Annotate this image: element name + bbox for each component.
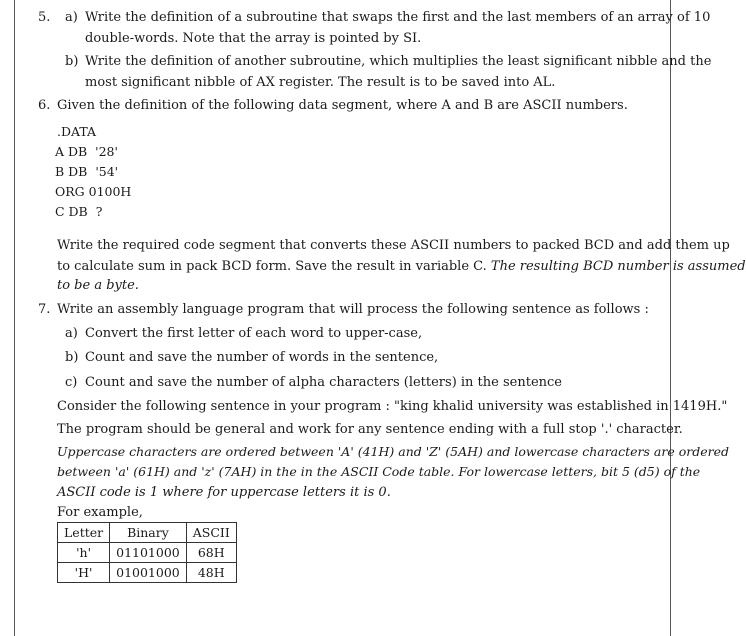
q7-example-label: For example, (57, 505, 143, 520)
q5b-line1: Write the definition of another subroutine, which multiplies the least significant nibble and the (85, 54, 712, 69)
table-row (58, 563, 237, 583)
q7-item-text: Count and save the number of alpha characters (letters) in the sentence (85, 375, 562, 390)
table-cell: 'h' (58, 543, 110, 563)
q6-para-line3: to be a byte. (57, 278, 139, 293)
table-header-row (58, 523, 237, 543)
q6-number: 6. (38, 98, 51, 113)
q6-para-line2 (57, 258, 746, 276)
q7-item-marker: a) (65, 326, 78, 341)
q6-para-line1: Write the required code segment that converts these ASCII numbers to packed BCD and add them up (57, 238, 730, 253)
table-header-cell: Binary (110, 523, 187, 543)
q7-consider: Consider the following sentence in your program : "king khalid university was established in 1419H." (57, 399, 728, 414)
q6-code-line: C DB ? (55, 204, 103, 219)
q6-para-line2-plain: to calculate sum in pack BCD form. Save the result in variable C. (57, 259, 491, 274)
table-row (58, 543, 237, 563)
q6-para-line2-italic: The resulting BCD number is assumed (490, 259, 746, 274)
page-border-right (670, 0, 671, 636)
table-header-cell: Letter (58, 523, 110, 543)
q5a-line1: Write the definition of a subroutine that swaps the first and the last members of an array of 10 (85, 10, 711, 25)
q7-note-line1: Uppercase characters are ordered between 'A' (41H) and 'Z' (5AH) and lowercase characters are ordered (57, 444, 729, 459)
table-cell: 68H (186, 543, 236, 563)
q6-code-line: ORG 0100H (55, 184, 132, 199)
q6-code-line: A DB '28' (55, 144, 118, 159)
q7-intro: Write an assembly language program that will process the following sentence as follows : (57, 302, 649, 317)
q6-code-line: .DATA (57, 124, 97, 139)
q5a-marker: a) (65, 10, 78, 25)
example-table (57, 522, 237, 583)
q7-item-marker: c) (65, 375, 78, 390)
q5-number: 5. (38, 10, 51, 25)
table-cell: 'H' (58, 563, 110, 583)
q7-note-line3: ASCII code is 1 where for uppercase letters it is 0. (57, 485, 391, 500)
q7-item-text: Count and save the number of words in the sentence, (85, 350, 439, 365)
table-cell: 01101000 (110, 543, 187, 563)
q7-note-line2: between 'a' (61H) and 'z' (7AH) in the in the ASCII Code table. For lowercase letters, bit 5 (d5) of the (57, 464, 701, 479)
q5b-marker: b) (65, 54, 79, 69)
q7-number: 7. (38, 302, 51, 317)
page-border-left (14, 0, 15, 636)
q7-general: The program should be general and work for any sentence ending with a full stop '.' character. (57, 422, 683, 437)
q6-code-line: B DB '54' (55, 164, 119, 179)
table-cell: 48H (186, 563, 236, 583)
q6-intro: Given the definition of the following data segment, where A and B are ASCII numbers. (57, 98, 628, 113)
table-cell: 01001000 (110, 563, 187, 583)
q5a-line2: double-words. Note that the array is pointed by SI. (85, 31, 422, 46)
q5b-line2: most significant nibble of AX register. The result is to be saved into AL. (85, 75, 556, 90)
q7-item-text: Convert the first letter of each word to upper-case, (85, 326, 423, 341)
q7-item-marker: b) (65, 350, 79, 365)
table-header-cell: ASCII (186, 523, 236, 543)
